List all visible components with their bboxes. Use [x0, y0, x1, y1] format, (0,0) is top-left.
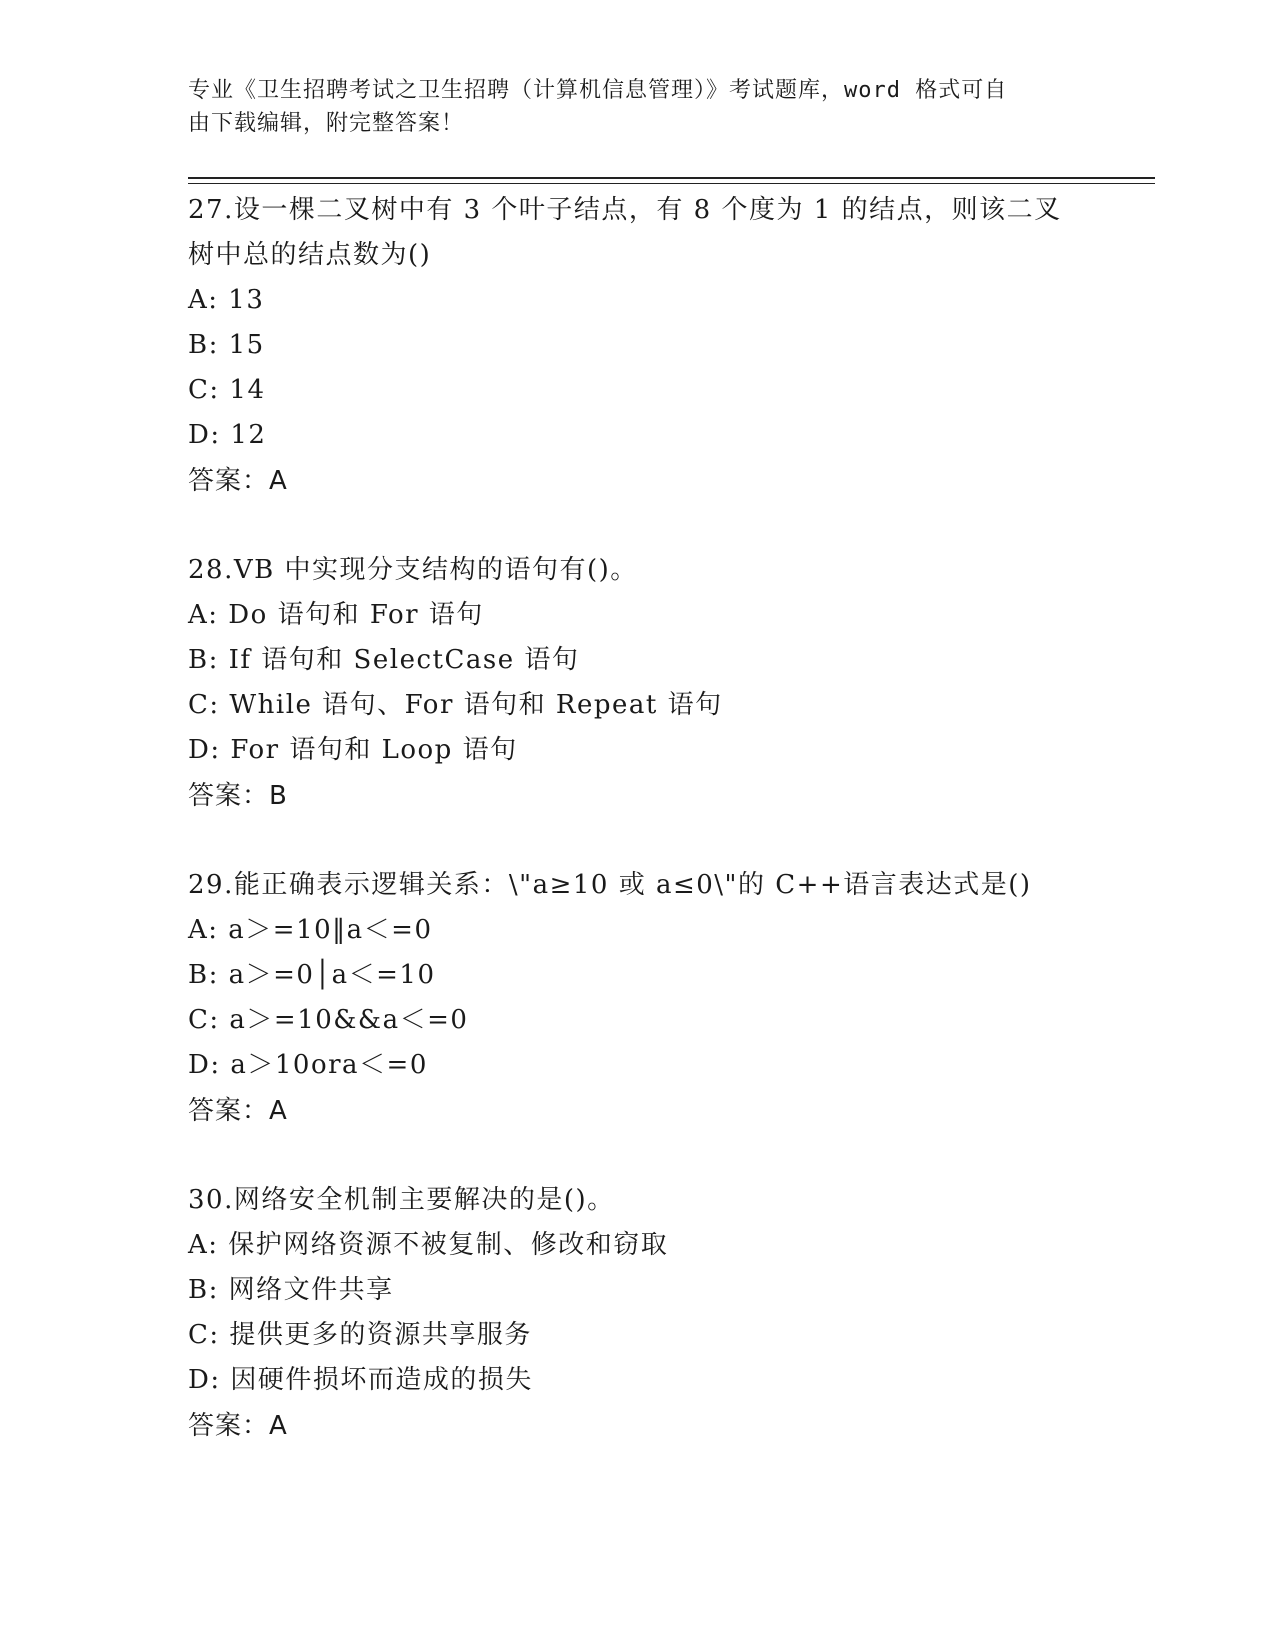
option-a: A: a＞=10‖a＜=0 [188, 915, 433, 945]
question-28 [188, 548, 1088, 819]
option-a: A: 保护网络资源不被复制、修改和窃取 [188, 1230, 669, 1260]
header-line-1: 专业《卫生招聘考试之卫生招聘（计算机信息管理）》考试题库，word 格式可自 [188, 78, 1008, 103]
answer-line: 答案：A [188, 1411, 288, 1441]
option-d: D: 因硬件损坏而造成的损失 [188, 1365, 533, 1395]
answer-line: 答案：B [188, 781, 288, 811]
question-stem-line: 树中总的结点数为() [188, 240, 432, 270]
answer-line: 答案：A [188, 466, 288, 496]
option-a: A: Do 语句和 For 语句 [188, 600, 484, 630]
question-stem-line: 30.网络安全机制主要解决的是()。 [188, 1185, 615, 1215]
option-a: A: 13 [188, 285, 265, 315]
option-c: C: 14 [188, 375, 266, 405]
option-b: B: If 语句和 SelectCase 语句 [188, 645, 580, 675]
option-d: D: For 语句和 Loop 语句 [188, 735, 518, 765]
question-stem-line: 27.设一棵二叉树中有 3 个叶子结点，有 8 个度为 1 的结点，则该二叉 [188, 195, 1062, 225]
option-c: C: While 语句、For 语句和 Repeat 语句 [188, 690, 723, 720]
option-d: D: a＞10ora＜=0 [188, 1050, 428, 1080]
question-29 [188, 863, 1088, 1134]
question-stem-line: 28.VB 中实现分支结构的语句有()。 [188, 555, 638, 585]
answer-line: 答案：A [188, 1096, 288, 1126]
header-divider-thick [188, 177, 1155, 179]
question-stem-line: 29.能正确表示逻辑关系：\"a≥10 或 a≤0\"的 C++语言表达式是() [188, 870, 1032, 900]
option-d: D: 12 [188, 420, 267, 450]
document-header [188, 74, 1068, 140]
option-b: B: 15 [188, 330, 265, 360]
option-b: B: a＞=0│a＜=10 [188, 960, 436, 990]
option-b: B: 网络文件共享 [188, 1275, 394, 1305]
header-line-2: 由下载编辑，附完整答案！ [188, 111, 465, 136]
question-list [188, 188, 1088, 1493]
option-c: C: 提供更多的资源共享服务 [188, 1320, 532, 1350]
question-27 [188, 188, 1088, 504]
option-c: C: a＞=10&&a＜=0 [188, 1005, 469, 1035]
header-divider-thin [188, 183, 1155, 184]
question-30 [188, 1178, 1088, 1449]
